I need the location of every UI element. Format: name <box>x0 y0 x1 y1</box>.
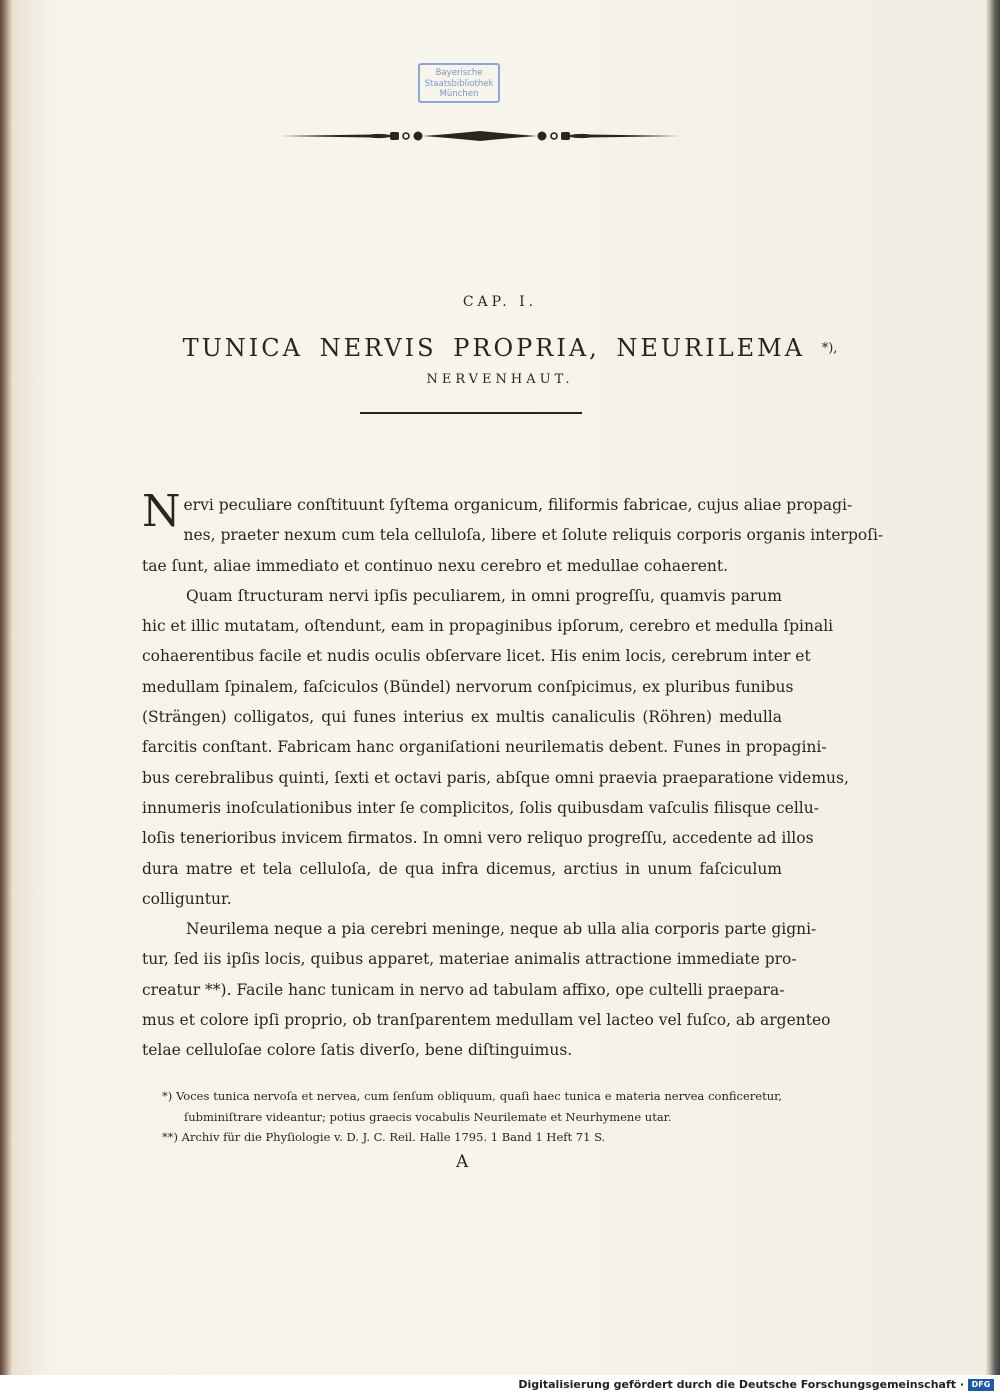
chapter-label: CAP. I. <box>462 294 538 310</box>
body-line: dura matre et tela celluloſa, de qua infra dicemus, arctius in unum faſciculum <box>142 859 782 878</box>
footer-credit: Digitalisierung gefördert durch die Deutsche Forschungsgemeinschaft · <box>518 1378 964 1391</box>
page-left-edge <box>0 0 12 1375</box>
body-line: farcitis conſtant. Fabricam hanc organiſationi neurilematis debent. Funes in propagini- <box>142 738 827 757</box>
digitization-footer <box>0 1375 1000 1395</box>
body-text <box>142 486 884 1066</box>
stamp-line-1: Bayerische <box>435 68 483 78</box>
chapter-title <box>130 334 890 362</box>
title-rule <box>360 412 582 414</box>
body-line: tur, ſed iis ipſis locis, quibus apparet, materiae animalis attractione immediate pro- <box>142 950 797 969</box>
body-line: medullam ſpinalem, faſciculos (Bündel) nervorum conſpicimus, ex pluribus funibus <box>142 677 794 696</box>
stamp-line-2: Staatsbibliothek <box>424 78 494 89</box>
body-line: (Strängen) colligatos, qui funes interius ex multis canaliculis (Röhren) medulla <box>142 708 782 727</box>
dfg-logo: DFG <box>968 1379 994 1391</box>
library-stamp <box>418 63 500 103</box>
chapter-subtitle: NERVENHAUT. <box>426 372 574 387</box>
drop-cap: N <box>142 486 181 537</box>
chapter-title-text: TUNICA NERVIS PROPRIA, NEURILEMA <box>182 334 806 362</box>
body-line: tae ſunt, aliae immediato et continuo nexu cerebro et medullae cohaerent. <box>142 556 729 575</box>
printers-ornament <box>280 128 680 144</box>
body-line: Quam ſtructuram nervi ipſis peculiarem, in omni progreſſu, quamvis parum <box>186 586 782 605</box>
body-line: hic et illic mutatam, oſtendunt, eam in propaginibus ipſorum, cerebro et medulla ſpinali <box>142 617 834 636</box>
body-line: cohaerentibus facile et nudis oculis obſervare licet. His enim locis, cerebrum inter et <box>142 647 811 666</box>
body-line: creatur **). Facile hanc tunicam in nervo ad tabulam affixo, ope cultelli praeparа- <box>142 980 785 999</box>
footnote-line: *) Voces tunica nervoſa et nervea, cum ſenſum obliquum, quaſi haec tunica e materia nervea conficeretur, <box>162 1089 782 1103</box>
body-line-text: ervi peculiare conſtituunt ſyſtema organicum, filiformis fabricae, cujus aliae propagi- <box>183 496 853 514</box>
title-footnote-mark: *), <box>821 341 838 356</box>
stamp-line-3: München <box>439 89 479 99</box>
body-line: Neurilema neque a pia cerebri meninge, neque ab ulla alia corporis parte gigni- <box>186 920 817 939</box>
body-line: nes, praeter nexum cum tela celluloſa, libere et ſolute reliquis corporis organis interpoſi- <box>183 526 884 545</box>
body-line: bus cerebralibus quinti, ſexti et octavi paris, abſque omni praevia praeparatione videmus, <box>142 768 849 787</box>
footnote-line: **) Archiv für die Phyſiologie v. D. J. C. Reil. Halle 1795. 1 Band 1 Heft 71 S. <box>162 1130 606 1144</box>
body-line: loſis tenerioribus invicem firmatos. In omni vero reliquo progreſſu, accedente ad illos <box>142 829 814 848</box>
body-line: colliguntur. <box>142 889 232 908</box>
footnotes <box>162 1086 782 1148</box>
page-right-edge <box>986 0 1000 1375</box>
body-line: innumeris inoſculationibus inter ſe complicitos, ſolis quibusdam vaſculis filisque cellu- <box>142 798 819 817</box>
footnote-line: ſubminiſtrare videantur; potius graecis vocabulis Neurilemate et Neurhymene utar. <box>184 1109 672 1124</box>
body-line: mus et colore ipſi proprio, ob tranſparentem medullam vel lacteo vel fuſco, ab argenteo <box>142 1011 831 1030</box>
signature-mark: A <box>456 1152 469 1172</box>
body-line: telae celluloſae colore ſatis diverſo, bene diſtinguimus. <box>142 1041 573 1060</box>
